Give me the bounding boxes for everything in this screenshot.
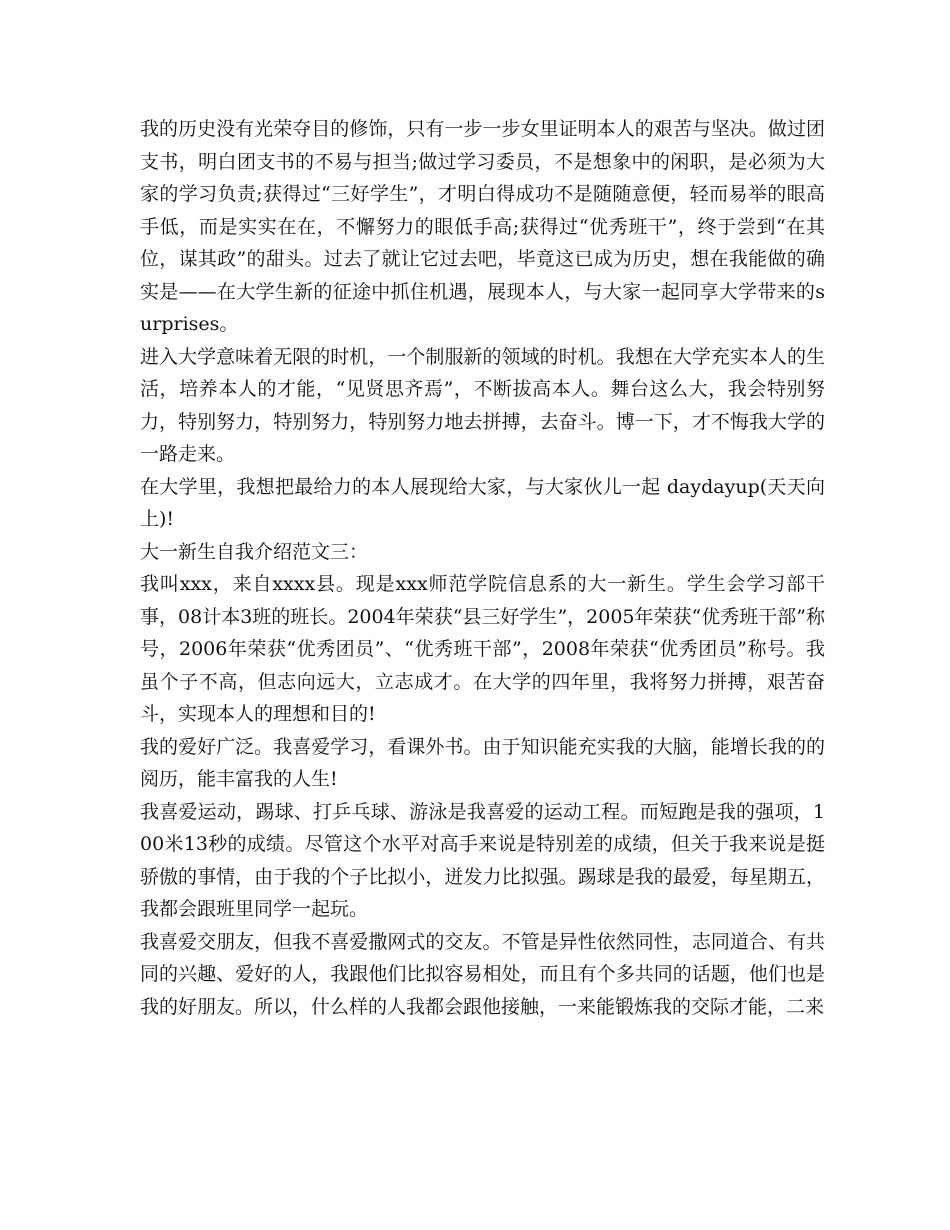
paragraph-friends: 我喜爱交朋友，但我不喜爱撒网式的交友。不管是异性依然同性，志同道合、有共同的兴趣、爱好的人，我跟他们比拟容易相处，而且有个多共同的话题，他们也是我的好朋友。所以，什么样的人我都会跟他接触，一来能锻炼我的交际才能，二来: [140, 930, 825, 1018]
paragraph-daydayup: 在大学里，我想把最给力的本人展现给大家，与大家伙儿一起 daydayup(天天向上)!: [140, 475, 825, 530]
paragraph-hobbies: 我的爱好广泛。我喜爱学习，看课外书。由于知识能充实我的大脑，能增长我的的阅历，能丰富我的人生!: [140, 735, 825, 790]
paragraph-history: 我的历史没有光荣夺目的修饰，只有一步一步女里证明本人的艰苦与坚决。做过团支书，明白团支书的不易与担当;做过学习委员，不是想象中的闲职，是必须为大家的学习负责;获得过“三好学生”，才明白得成功不是随随意便，轻而易举的眼高手低，而是实实在在，不懈努力的眼低手高;获得过“优秀班干”，终于尝到“在其位，谋其政”的甜头。过去了就让它过去吧，毕竟这已成为历史，想在我能做的确实是——在大学生新的征途中抓住机遇，展现本人，与大家一起同享大学带来的surprises。: [140, 118, 825, 335]
document-body: [140, 113, 825, 1023]
paragraph-college-opportunity: 进入大学意味着无限的时机，一个制服新的领域的时机。我想在大学充实本人的生活，培养本人的才能，“见贤思齐焉”，不断拔高本人。舞台这么大，我会特别努力，特别努力，特别努力，特别努力地去拼搏，去奋斗。博一下，才不悔我大学的一路走来。: [140, 345, 825, 465]
paragraph-sports: 我喜爱运动，踢球、打乒乓球、游泳是我喜爱的运动工程。而短跑是我的强项，100米13秒的成绩。尽管这个水平对高手来说是特别差的成绩，但关于我来说是挺骄傲的事情，由于我的个子比拟小，迸发力比拟强。踢球是我的最爱，每星期五，我都会跟班里同学一起玩。: [140, 800, 825, 920]
section-heading-example-three: 大一新生自我介绍范文三：: [140, 540, 369, 563]
paragraph-introduction: 我叫xxx，来自xxxx县。现是xxx师范学院信息系的大一新生。学生会学习部干事，08计本3班的班长。2004年荣获“县三好学生”，2005年荣获“优秀班干部”称号，2006年荣获“优秀团员”、“优秀班干部”，2008年荣获“优秀团员”称号。我虽个子不高，但志向远大，立志成才。在大学的四年里，我将努力拼搏，艰苦奋斗，实现本人的理想和目的!: [140, 573, 825, 725]
